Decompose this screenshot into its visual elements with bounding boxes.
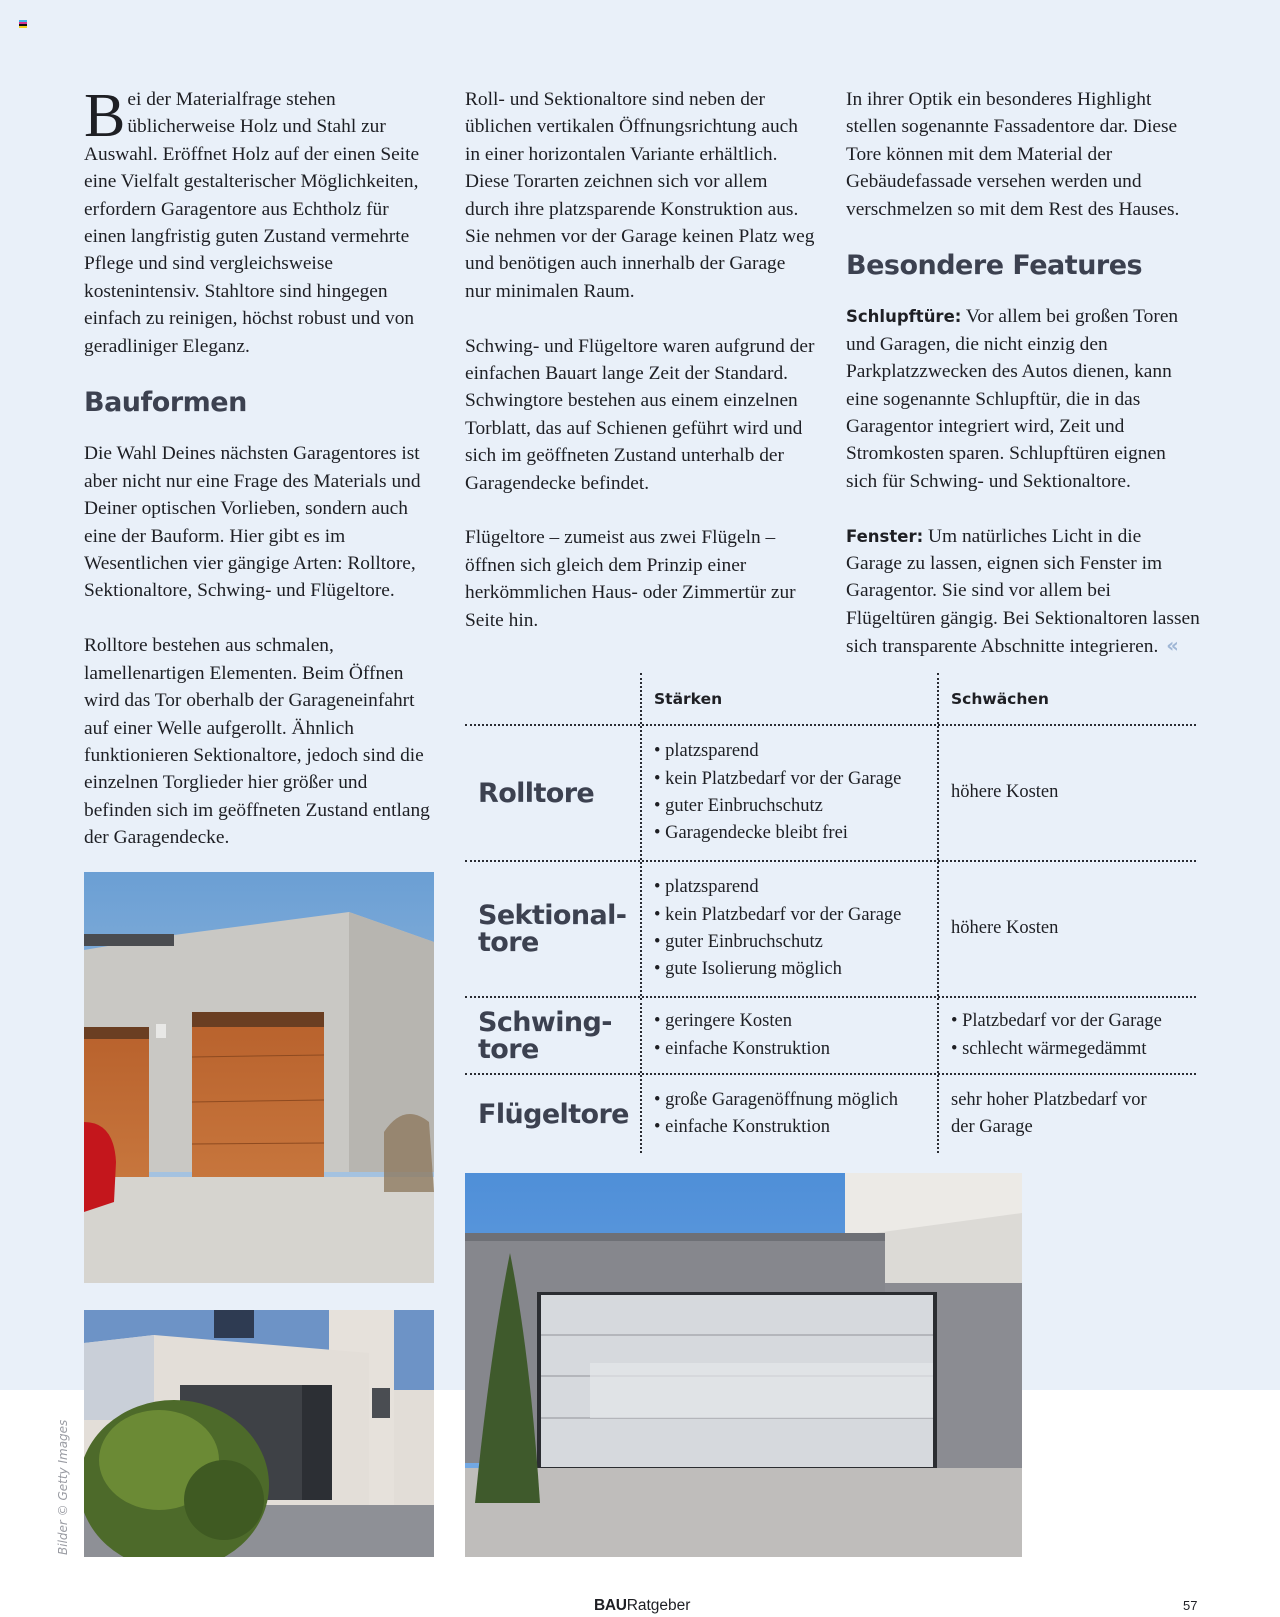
row-name: Sektional- tore <box>478 900 627 958</box>
weaknesses-cell: • Platzbedarf vor der Garage • schlecht wärmegedämmt <box>937 998 1196 1073</box>
feature-label: Fenster: <box>846 526 924 546</box>
paragraph: In ihrer Optik ein besonderes Highlight stellen sogenannte Fassadentore dar. Diese Tore können mit dem Material der Gebäudefassade versehen werden und verschmelzen so mit dem Rest des Hauses. <box>846 89 1180 220</box>
article-column-1 <box>84 82 434 879</box>
image-credit: Bilder © Getty Images <box>56 1419 70 1555</box>
strengths-cell: • platzsparend • kein Platzbedarf vor der Garage • guter Einbruchschutz • gute Isolierung möglich <box>640 862 937 996</box>
article-column-2 <box>465 86 815 661</box>
table-row <box>465 996 1196 1073</box>
table-row <box>465 724 1196 860</box>
paragraph: Die Wahl Deines nächsten Garagentores ist aber nicht nur eine Frage des Materials und Deiner optischen Vorlieben, sondern auch eine der Bauform. Hier gibt es im Wesentlichen vier gängige Arten: Rolltore, Sektionaltore, Schwing- und Flügeltore. <box>84 443 421 602</box>
strengths-cell: • geringere Kosten • einfache Konstruktion <box>640 998 937 1073</box>
row-name: Flügeltore <box>478 1098 629 1130</box>
heading-besondere-features: Besondere Features <box>846 250 1143 282</box>
print-color-mark-icon <box>19 20 27 28</box>
paragraph: Roll- und Sektionaltore sind neben der üblichen vertikalen Öffnungsrichtung auch in einer horizontalen Variante erhältlich. Diese Torarten zeichnen sich vor allem durch ihre platzsparende Konstruktion aus. Sie nehmen vor der Garage keinen Platz weg und benötigen auch innerhalb der Garage nur minimalen Raum. <box>465 89 815 302</box>
header-cell-empty <box>465 673 640 724</box>
paragraph: Schwing- und Flügeltore waren aufgrund der einfachen Bauart lange Zeit der Standard. Schwingtore bestehen aus einem einzelnen Torblatt, das auf Schienen geführt wird und sich im geöffneten Zustand unterhalb der Garagendecke befindet. <box>465 335 815 494</box>
row-name: Schwing- tore <box>478 1006 612 1065</box>
article-end-icon: « <box>1166 634 1179 658</box>
feature-fenster: Fenster: Um natürliches Licht in die Garage zu lassen, eignen sich Fenster im Garagentor. Sie sind vor allem bei Flügeltüren gängig. Bei Sektionaltoren lassen sich transparente Abschnitte integrieren. « <box>846 525 1200 658</box>
table-row <box>465 860 1196 996</box>
table-row <box>465 1073 1196 1153</box>
paragraph: Flügeltore – zumeist aus zwei Flügeln – öffnen sich gleich dem Prinzip einer herkömmlichen Haus- oder Zimmertür zur Seite hin. <box>465 527 796 631</box>
header-cell-weaknesses: Schwächen <box>937 673 1196 724</box>
photo-white-house-dark-door <box>84 1310 434 1557</box>
row-name: Rolltore <box>478 777 595 809</box>
photo-white-sectional-door <box>465 1173 1022 1557</box>
footer-brand-logo: BAURatgeber <box>594 1597 691 1614</box>
table-header-row <box>465 673 1196 724</box>
strengths-cell: • große Garagenöffnung möglich • einfache Konstruktion <box>640 1075 937 1153</box>
weaknesses-cell: höhere Kosten <box>937 862 1196 996</box>
comparison-table <box>465 673 1196 1153</box>
paragraph: Rolltore bestehen aus schmalen, lamellenartigen Elementen. Beim Öffnen wird das Tor oberhalb der Garageneinfahrt auf einer Welle aufgerollt. Ähnlich funktionieren Sektionaltore, jedoch sind die einzelnen Torglieder hier größer und befinden sich im geöffneten Zustand entlang der Garagendecke. <box>84 635 430 849</box>
weaknesses-cell: sehr hoher Platzbedarf vor der Garage <box>937 1075 1196 1153</box>
feature-schlupftuere: Schlupftüre: Vor allem bei großen Toren und Garagen, die nicht einzig den Parkplatzzwecken des Autos dienen, kann eine sogenannte Schlupftür, die in das Garagentor integriert wird, Zeit und Stromkosten sparen. Schlupftüren eignen sich für Schwing- und Sektionaltore. <box>846 306 1179 492</box>
intro-paragraph: Bei der Materialfrage stehen üblicherweise Holz und Stahl zur Auswahl. Eröffnet Holz auf der einen Seite eine Vielfalt gestalterischer Möglichkeiten, erfordern Garagentore aus Echtholz für einen langfristig guten Zustand vermehrte Pflege und sind vergleichsweise kostenintensiv. Stahltore sind hingegen einfach zu reinigen, höchst robust und von geradliniger Eleganz. <box>84 82 420 357</box>
header-cell-strengths: Stärken <box>640 673 937 724</box>
heading-bauformen: Bauformen <box>84 387 247 419</box>
page-number: 57 <box>1183 1598 1198 1613</box>
weaknesses-cell: höhere Kosten <box>937 726 1196 860</box>
photo-wooden-garage-doors <box>84 872 434 1283</box>
feature-label: Schlupftüre: <box>846 307 962 327</box>
strengths-cell: • platzsparend • kein Platzbedarf vor der Garage • guter Einbruchschutz • Garagendecke bleibt frei <box>640 726 937 860</box>
dropcap-letter: B <box>84 82 126 150</box>
article-column-3 <box>846 86 1201 688</box>
